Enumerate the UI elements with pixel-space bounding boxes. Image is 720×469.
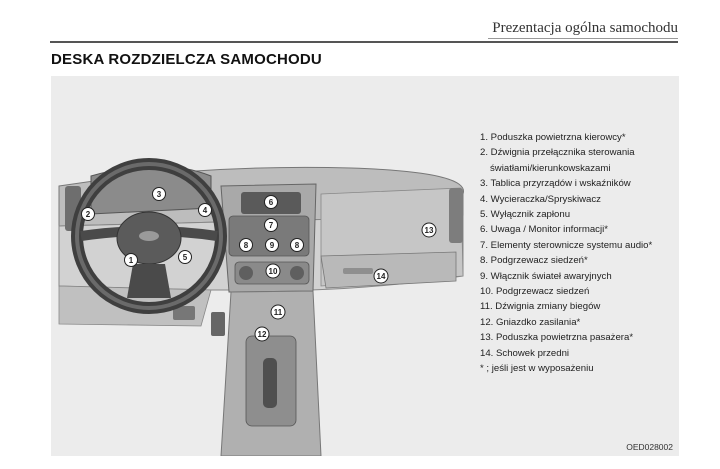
callout-4 — [199, 204, 212, 217]
legend-item-12: 12. Gniazdko zasilania* — [480, 316, 581, 328]
section-title: Prezentacja ogólna samochodu — [492, 20, 678, 36]
legend-item-14: 14. Schowek przedni — [480, 347, 570, 359]
callout-6 — [265, 196, 278, 209]
svg-text:9: 9 — [269, 241, 275, 250]
svg-text:3: 3 — [156, 190, 162, 199]
legend-item-7: 7. Elementy sterownicze systemu audio* — [480, 239, 653, 251]
callout-1 — [125, 254, 138, 267]
svg-text:2: 2 — [85, 210, 91, 219]
callout-8-left — [240, 239, 253, 252]
page-heading: DESKA ROZDZIELCZA SAMOCHODU — [51, 51, 322, 68]
legend-item-1: 1. Poduszka powietrzna kierowcy* — [480, 132, 626, 143]
legend-item-9: 9. Włącznik świateł awaryjnych — [480, 270, 612, 282]
legend-item-11: 11. Dźwignia zmiany biegów — [480, 301, 601, 313]
legend-item-8: 8. Podgrzewacz siedzeń* — [480, 255, 588, 267]
svg-text:14: 14 — [376, 272, 386, 281]
svg-text:6: 6 — [268, 198, 274, 207]
legend-footnote: * ; jeśli jest w wyposażeniu — [480, 363, 594, 375]
header-rule — [50, 41, 678, 43]
legend-list — [480, 130, 675, 377]
svg-text:12: 12 — [257, 330, 267, 339]
figure-code: OED028002 — [626, 442, 673, 452]
callout-11 — [271, 305, 285, 319]
svg-text:11: 11 — [273, 308, 283, 317]
svg-text:5: 5 — [182, 253, 188, 262]
callout-9 — [266, 239, 279, 252]
svg-text:4: 4 — [202, 206, 208, 215]
legend-item-3: 3. Tablica przyrządów i wskaźników — [480, 178, 631, 190]
svg-text:13: 13 — [424, 226, 434, 235]
callout-2 — [82, 208, 95, 221]
callout-3 — [153, 188, 166, 201]
svg-text:1: 1 — [128, 256, 134, 265]
callout-5 — [179, 251, 192, 264]
svg-text:8: 8 — [294, 241, 300, 250]
dashboard-figure — [51, 76, 679, 456]
callout-13 — [422, 223, 436, 237]
callout-8-right — [291, 239, 304, 252]
svg-text:7: 7 — [268, 221, 274, 230]
legend-item-10: 10. Podgrzewacz siedzeń — [480, 286, 590, 298]
legend-item-2: 2. Dźwignia przełącznika sterowania światłami/kierunkowskazami — [480, 147, 635, 174]
legend-item-5: 5. Wyłącznik zapłonu — [480, 209, 571, 221]
svg-text:8: 8 — [243, 241, 249, 250]
legend-item-13: 13. Poduszka powietrzna pasażera* — [480, 332, 634, 344]
callout-14 — [374, 269, 388, 283]
callout-10 — [266, 264, 280, 278]
header-rule-thin — [488, 38, 678, 39]
callout-12 — [255, 327, 269, 341]
legend-item-4: 4. Wycieraczka/Spryskiwacz — [480, 193, 601, 205]
callout-7 — [265, 219, 278, 232]
legend-item-6: 6. Uwaga / Monitor informacji* — [480, 224, 608, 236]
svg-text:10: 10 — [268, 267, 278, 276]
